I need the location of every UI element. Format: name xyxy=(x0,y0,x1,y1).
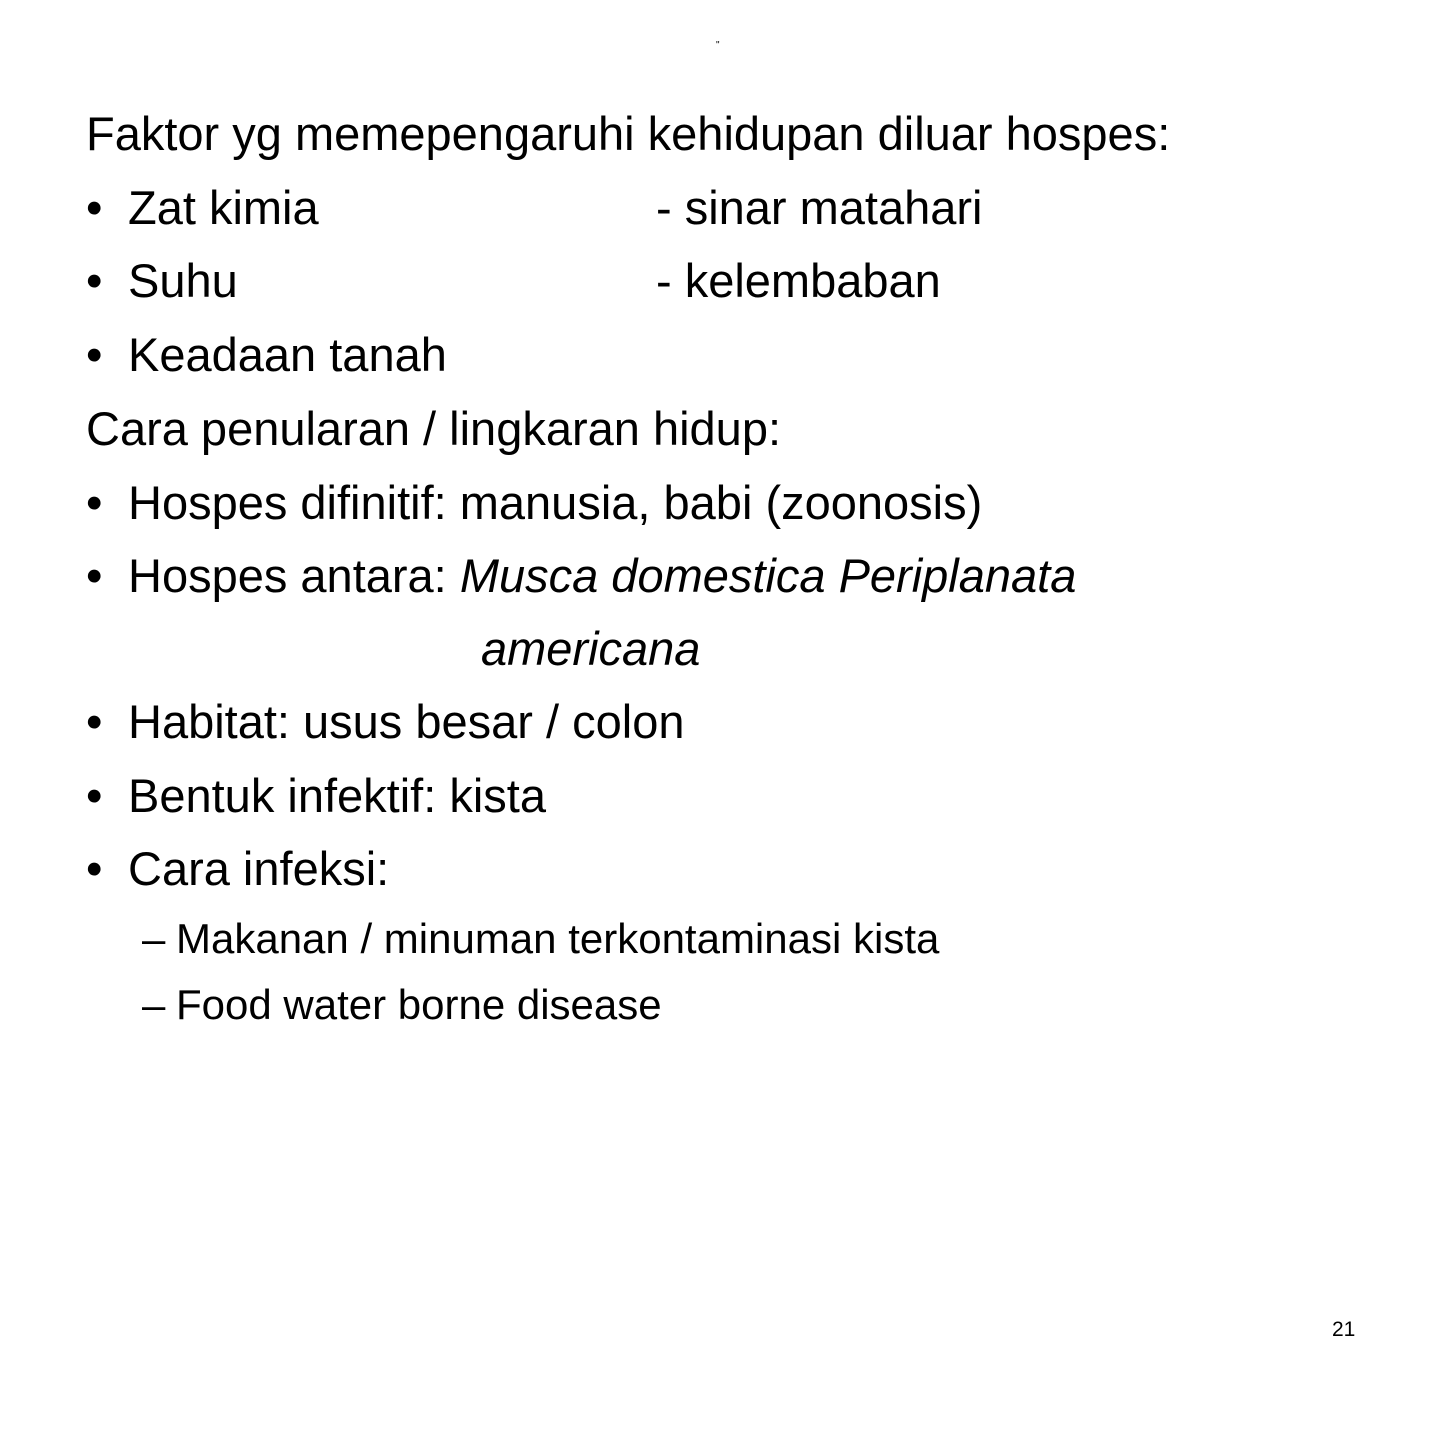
bullet: • xyxy=(86,769,103,822)
bullet: • xyxy=(86,695,103,748)
item-text: Bentuk infektif: kista xyxy=(128,769,546,822)
heading-transmission: Cara penularan / lingkaran hidup: xyxy=(86,402,782,455)
item-text: Hospes difinitif: manusia, babi (zoonosis) xyxy=(128,476,983,529)
bullet: • xyxy=(86,181,103,234)
hospes-antara-label: Hospes antara: xyxy=(128,549,460,602)
item-text: Habitat: usus besar / colon xyxy=(128,695,685,748)
factor-right-label: - sinar matahari xyxy=(656,181,983,234)
dash: – xyxy=(142,981,166,1028)
factor-right-label: - kelembaban xyxy=(656,254,941,307)
bullet: • xyxy=(86,842,103,895)
dash: – xyxy=(142,915,166,962)
slide-mark: " xyxy=(716,40,720,51)
item-text: Cara infeksi: xyxy=(128,842,390,895)
factor-left-label: Suhu xyxy=(128,254,238,307)
page-number: 21 xyxy=(1332,1318,1356,1341)
sub-item-text: Makanan / minuman terkontaminasi kista xyxy=(176,915,940,962)
bullet: • xyxy=(86,328,103,381)
item-text xyxy=(128,548,1076,604)
species-name: Musca domestica Periplanata xyxy=(459,549,1077,602)
bullet: • xyxy=(86,549,103,602)
heading-factors: Faktor yg memepengaruhi kehidupan diluar hospes: xyxy=(86,107,1171,160)
sub-item-text: Food water borne disease xyxy=(176,981,662,1028)
factor-left-label: Keadaan tanah xyxy=(128,328,447,381)
bullet: • xyxy=(86,476,103,529)
item-hospes-antara-continuation: americana xyxy=(481,622,701,675)
bullet: • xyxy=(86,254,103,307)
factor-left-label: Zat kimia xyxy=(128,181,319,234)
